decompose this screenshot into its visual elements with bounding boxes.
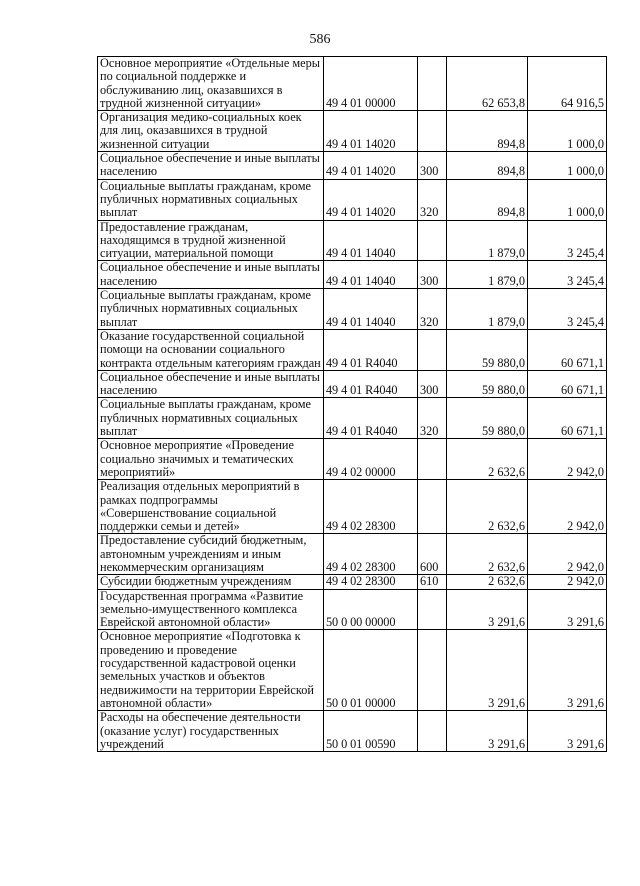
row-expense-type [418,220,447,261]
row-amount-1: 2 632,6 [447,575,528,589]
row-amount-2: 60 671,1 [528,370,607,398]
row-code: 49 4 01 00000 [324,57,418,111]
table-row [98,329,607,370]
table-row [98,439,607,480]
row-amount-2: 60 671,1 [528,398,607,439]
row-code: 49 4 01 14040 [324,289,418,330]
row-amount-2: 2 942,0 [528,480,607,534]
row-code: 49 4 01 14040 [324,261,418,289]
row-amount-1: 59 880,0 [447,370,528,398]
row-code: 49 4 02 28300 [324,575,418,589]
row-expense-type [418,439,447,480]
row-amount-1: 59 880,0 [447,398,528,439]
row-amount-2: 3 245,4 [528,220,607,261]
table-row [98,575,607,589]
row-amount-1: 894,8 [447,152,528,180]
row-amount-2: 2 942,0 [528,439,607,480]
row-expense-type: 610 [418,575,447,589]
row-amount-1: 2 632,6 [447,480,528,534]
row-name: Субсидии бюджетным учреждениям [98,575,324,589]
row-amount-1: 3 291,6 [447,630,528,711]
table-row [98,179,607,220]
row-name: Социальное обеспечение и иные выплаты населению [98,370,324,398]
row-name: Основное мероприятие «Подготовка к проведению и проведение государственной кадастровой оценки земельных участков и объектов недвижимости на территории Еврейской автономной области» [98,630,324,711]
row-expense-type: 320 [418,289,447,330]
row-amount-1: 894,8 [447,111,528,152]
row-name: Предоставление субсидий бюджетным, автономным учреждениям и иным некоммерческим организациям [98,534,324,575]
row-expense-type [418,57,447,111]
row-name: Основное мероприятие «Отдельные меры по социальной поддержке и обслуживанию лиц, оказавшихся в трудной жизненной ситуации» [98,57,324,111]
table-row [98,220,607,261]
row-expense-type: 320 [418,398,447,439]
row-expense-type: 300 [418,152,447,180]
row-amount-2: 1 000,0 [528,152,607,180]
table-row [98,534,607,575]
row-amount-2: 2 942,0 [528,534,607,575]
row-amount-1: 2 632,6 [447,439,528,480]
row-amount-1: 59 880,0 [447,329,528,370]
table-row [98,289,607,330]
row-expense-type: 300 [418,261,447,289]
row-expense-type [418,329,447,370]
row-expense-type [418,711,447,752]
budget-table-body [98,57,607,752]
row-expense-type [418,630,447,711]
row-amount-2: 3 245,4 [528,261,607,289]
row-code: 49 4 02 00000 [324,439,418,480]
row-code: 50 0 01 00000 [324,630,418,711]
row-name: Предоставление гражданам, находящимся в трудной жизненной ситуации, материальной помощи [98,220,324,261]
row-amount-1: 3 291,6 [447,589,528,630]
row-expense-type [418,480,447,534]
row-name: Организация медико-социальных коек для лиц, оказавшихся в трудной жизненной ситуации [98,111,324,152]
table-row [98,370,607,398]
budget-table [97,56,607,752]
row-name: Основное мероприятие «Проведение социально значимых и тематических мероприятий» [98,439,324,480]
row-amount-2: 3 245,4 [528,289,607,330]
row-amount-1: 2 632,6 [447,534,528,575]
row-name: Социальные выплаты гражданам, кроме публичных нормативных социальных выплат [98,289,324,330]
row-code: 49 4 01 14040 [324,220,418,261]
table-row [98,111,607,152]
row-name: Государственная программа «Развитие земельно-имущественного комплекса Еврейской автономной области» [98,589,324,630]
row-code: 49 4 01 R4040 [324,329,418,370]
row-amount-2: 3 291,6 [528,630,607,711]
row-amount-2: 64 916,5 [528,57,607,111]
row-amount-1: 62 653,8 [447,57,528,111]
row-amount-1: 1 879,0 [447,220,528,261]
row-amount-2: 1 000,0 [528,179,607,220]
row-name: Социальное обеспечение и иные выплаты населению [98,261,324,289]
row-code: 49 4 02 28300 [324,480,418,534]
table-row [98,630,607,711]
table-row [98,152,607,180]
row-code: 50 0 00 00000 [324,589,418,630]
row-name: Расходы на обеспечение деятельности (оказание услуг) государственных учреждений [98,711,324,752]
table-row [98,398,607,439]
row-amount-2: 1 000,0 [528,111,607,152]
row-name: Социальные выплаты гражданам, кроме публичных нормативных социальных выплат [98,398,324,439]
row-amount-2: 3 291,6 [528,589,607,630]
row-expense-type: 300 [418,370,447,398]
row-amount-1: 3 291,6 [447,711,528,752]
row-expense-type [418,589,447,630]
row-code: 49 4 02 28300 [324,534,418,575]
table-row [98,711,607,752]
row-name: Социальное обеспечение и иные выплаты населению [98,152,324,180]
row-expense-type [418,111,447,152]
row-expense-type: 600 [418,534,447,575]
row-name: Реализация отдельных мероприятий в рамках подпрограммы «Совершенствование социальной поддержки семьи и детей» [98,480,324,534]
row-amount-2: 2 942,0 [528,575,607,589]
page-number: 586 [309,32,331,47]
row-name: Оказание государственной социальной помощи на основании социального контракта отдельным категориям граждан [98,329,324,370]
row-amount-1: 894,8 [447,179,528,220]
row-code: 49 4 01 14020 [324,179,418,220]
row-expense-type: 320 [418,179,447,220]
table-row [98,261,607,289]
table-row [98,480,607,534]
row-amount-1: 1 879,0 [447,261,528,289]
row-name: Социальные выплаты гражданам, кроме публичных нормативных социальных выплат [98,179,324,220]
row-code: 49 4 01 R4040 [324,398,418,439]
table-row [98,57,607,111]
row-code: 49 4 01 14020 [324,152,418,180]
row-amount-1: 1 879,0 [447,289,528,330]
table-row [98,589,607,630]
row-amount-2: 3 291,6 [528,711,607,752]
row-code: 49 4 01 R4040 [324,370,418,398]
row-amount-2: 60 671,1 [528,329,607,370]
row-code: 50 0 01 00590 [324,711,418,752]
row-code: 49 4 01 14020 [324,111,418,152]
